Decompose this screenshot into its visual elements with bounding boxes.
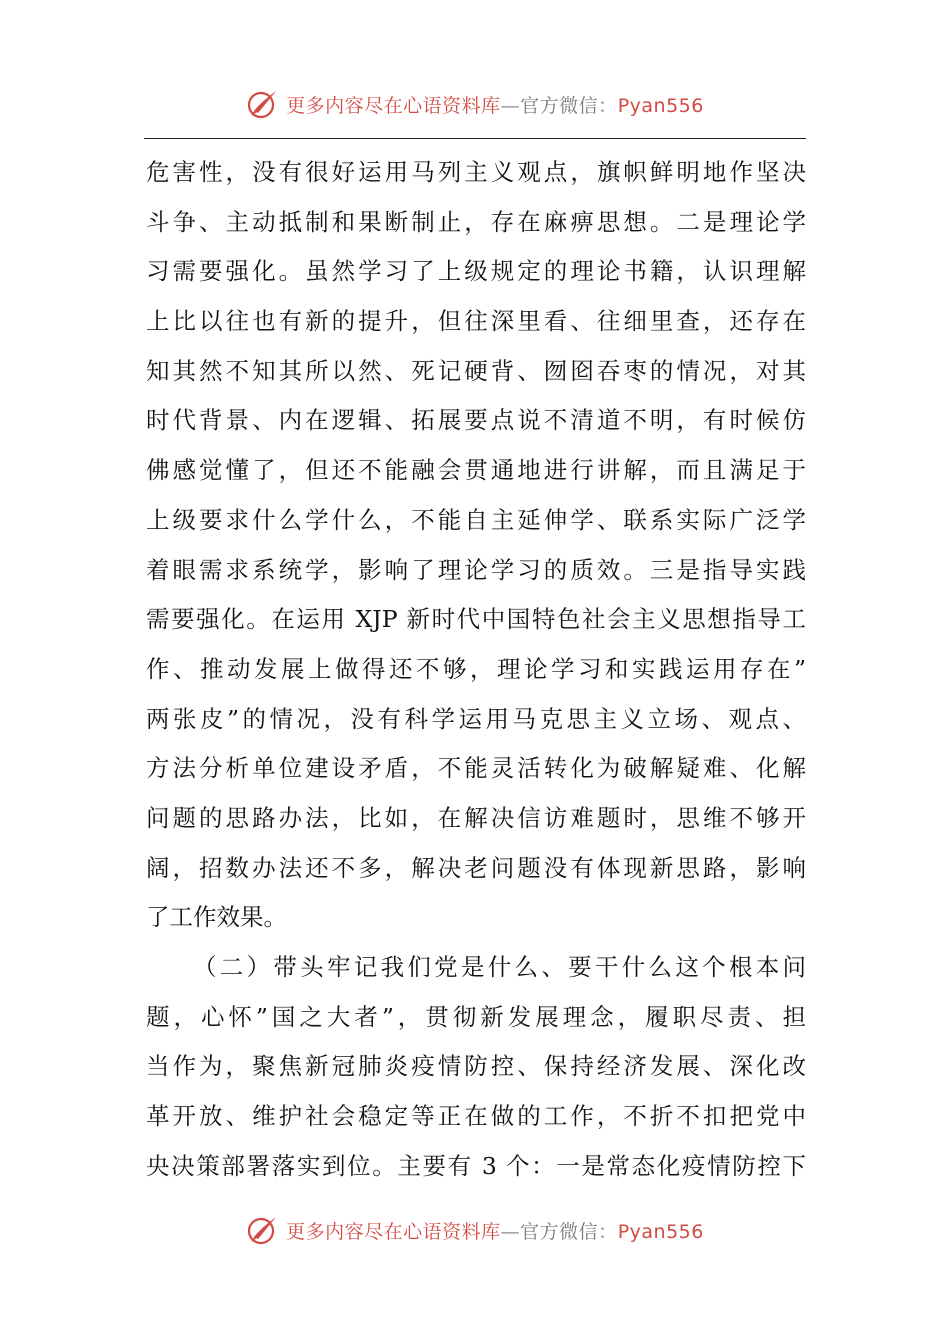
header-watermark-banner — [0, 84, 950, 124]
body-line: 方法分析单位建设矛盾，不能灵活转化为破解疑难、化解 — [146, 754, 806, 783]
header-dash: — — [500, 94, 521, 117]
body-line: 需要强化。在运用 XJP 新时代中国特色社会主义思想指导工 — [146, 605, 806, 634]
body-line: 斗争、主动抵制和果断制止，存在麻痹思想。二是理论学 — [146, 207, 806, 236]
section-heading-line: （二）带头牢记我们党是什么、要干什么这个根本问 — [193, 953, 806, 981]
body-line: 作、推动发展上做得还不够，理论学习和实践运用存在” — [146, 654, 806, 683]
body-line: 问题的思路办法，比如，在解决信访难题时，思维不够开 — [146, 803, 806, 832]
body-line: 央决策部署落实到位。主要有 3 个：一是常态化疫情防控下 — [146, 1151, 806, 1180]
footer-dash: — — [500, 1220, 521, 1243]
header-wechat-id: Pyan556 — [617, 94, 704, 117]
footer-banner-text — [286, 1217, 704, 1244]
body-line: 两张皮”的情况，没有科学运用马克思主义立场、观点、 — [146, 704, 806, 733]
body-line: 知其然不知其所以然、死记硬背、囫囵吞枣的情况，对其 — [146, 356, 806, 385]
header-banner-text — [286, 91, 704, 118]
body-line: 阔，招数办法还不多，解决老问题没有体现新思路，影响 — [146, 853, 806, 882]
body-line: 危害性，没有很好运用马列主义观点，旗帜鲜明地作坚决 — [146, 158, 806, 186]
body-line: 当作为，聚焦新冠肺炎疫情防控、保持经济发展、深化改 — [146, 1052, 806, 1081]
body-line: 习需要强化。虽然学习了上级规定的理论书籍，认识理解 — [146, 257, 806, 286]
quill-logo-icon — [246, 87, 280, 121]
footer-wechat-label: 官方微信： — [520, 1220, 618, 1243]
body-line: 佛感觉懂了，但还不能融会贯通地进行讲解，而且满足于 — [146, 456, 806, 485]
body-line: 题，心怀”国之大者”，贯彻新发展理念，履职尽责、担 — [146, 1002, 806, 1031]
body-line: 上比以往也有新的提升，但往深里看、往细里查，还存在 — [146, 307, 806, 336]
header-divider — [144, 138, 806, 139]
document-body — [146, 148, 806, 1191]
body-line: 革开放、维护社会稳定等正在做的工作，不折不扣把党中 — [146, 1102, 806, 1131]
body-line: 了工作效果。 — [146, 903, 287, 932]
body-line: 上级要求什么学什么，不能自主延伸学、联系实际广泛学 — [146, 505, 806, 534]
header-site-text: 更多内容尽在心语资料库 — [286, 94, 501, 117]
header-wechat-label: 官方微信： — [520, 94, 618, 117]
quill-logo-icon — [246, 1213, 280, 1247]
footer-watermark-banner — [0, 1210, 950, 1250]
body-line: 时代背景、内在逻辑、拓展要点说不清道不明，有时候仿 — [146, 406, 806, 435]
footer-wechat-id: Pyan556 — [617, 1220, 704, 1243]
body-line: 着眼需求系统学，影响了理论学习的质效。三是指导实践 — [146, 555, 806, 584]
footer-site-text: 更多内容尽在心语资料库 — [286, 1220, 501, 1243]
